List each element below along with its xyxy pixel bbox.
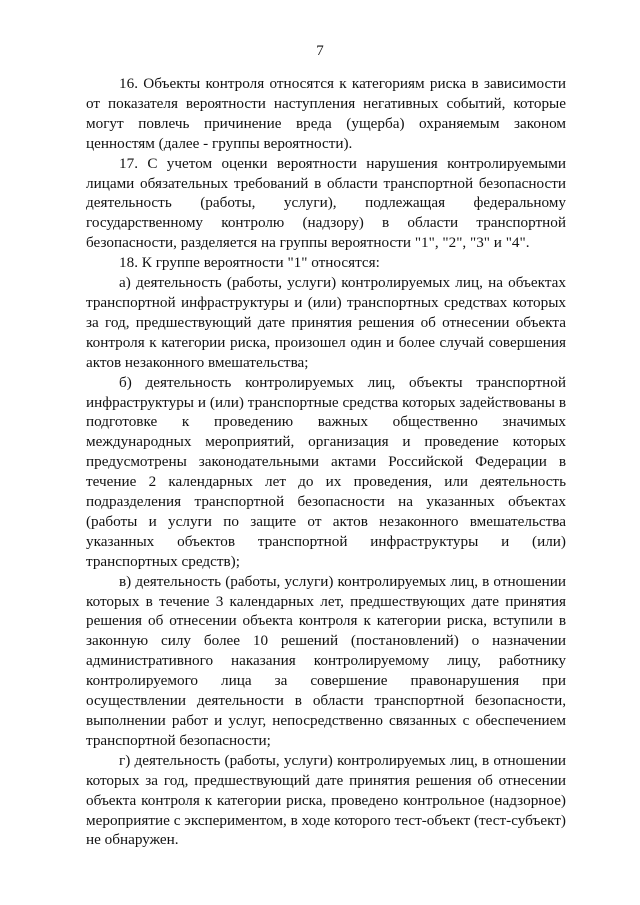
paragraph-18-a: а) деятельность (работы, услуги) контролируемых лиц, на объектах транспортной инфраструктуры и (или) транспортных средствах которых за год, предшествующий дате принятия решения об отнесении объекта контроля к категории риска, произошел один и более случай совершения актов незаконного вмешательства; xyxy=(86,274,566,371)
paragraph-16: 16. Объекты контроля относятся к категориям риска в зависимости от показателя вероятности наступления негативных событий, которые могут повлечь причинение вреда (ущерба) охраняемым законом ценностям (далее - группы вероятности). xyxy=(86,75,566,152)
document-body xyxy=(86,74,566,850)
paragraph-18-v: в) деятельность (работы, услуги) контролируемых лиц, в отношении которых в течение 3 календарных лет, предшествующих дате принятия решения об отнесении объекта контроля к категории риска, вступили в законную силу более 10 решений (постановлений) о назначении административного наказания контролируемому лицу, работнику контролируемого лица за совершение правонарушения при осуществлении деятельности в области транспортной безопасности, выполнении работ и услуг, непосредственно связанных с обеспечением транспортной безопасности; xyxy=(86,572,566,749)
paragraph-18-g: г) деятельность (работы, услуги) контролируемых лиц, в отношении которых за год, предшествующий дате принятия решения об отнесении объекта контроля к категории риска, проведено контрольное (надзорное) мероприятие с экспериментом, в ходе которого тест-объект (тест-субъект) не обнаружен. xyxy=(86,751,566,849)
paragraph-18-b: б) деятельность контролируемых лиц, объекты транспортной инфраструктуры и (или) транспортные средства которых задействованы в подготовке к проведению важных общественно значимых международных мероприятий, организация и проведение которых предусмотрены законодательными актами Российской Федерации в течение 2 календарных лет до их проведения, или деятельность подразделения транспортной безопасности на указанных объектах (работы и услуги по защите от актов незаконного вмешательства указанных объектов транспортной инфраструктуры и (или) транспортных средств); xyxy=(86,373,566,570)
paragraph-18: 18. К группе вероятности "1" относятся: xyxy=(119,254,380,272)
page-number: 7 xyxy=(316,43,324,59)
paragraph-17: 17. С учетом оценки вероятности нарушения контролируемыми лицами обязательных требований в области транспортной безопасности деятельность (работы, услуги), подлежащая федеральному государственному контролю (надзору) в области транспортной безопасности, разделяется на группы вероятности "1", "2", "3" и "4". xyxy=(86,154,566,252)
